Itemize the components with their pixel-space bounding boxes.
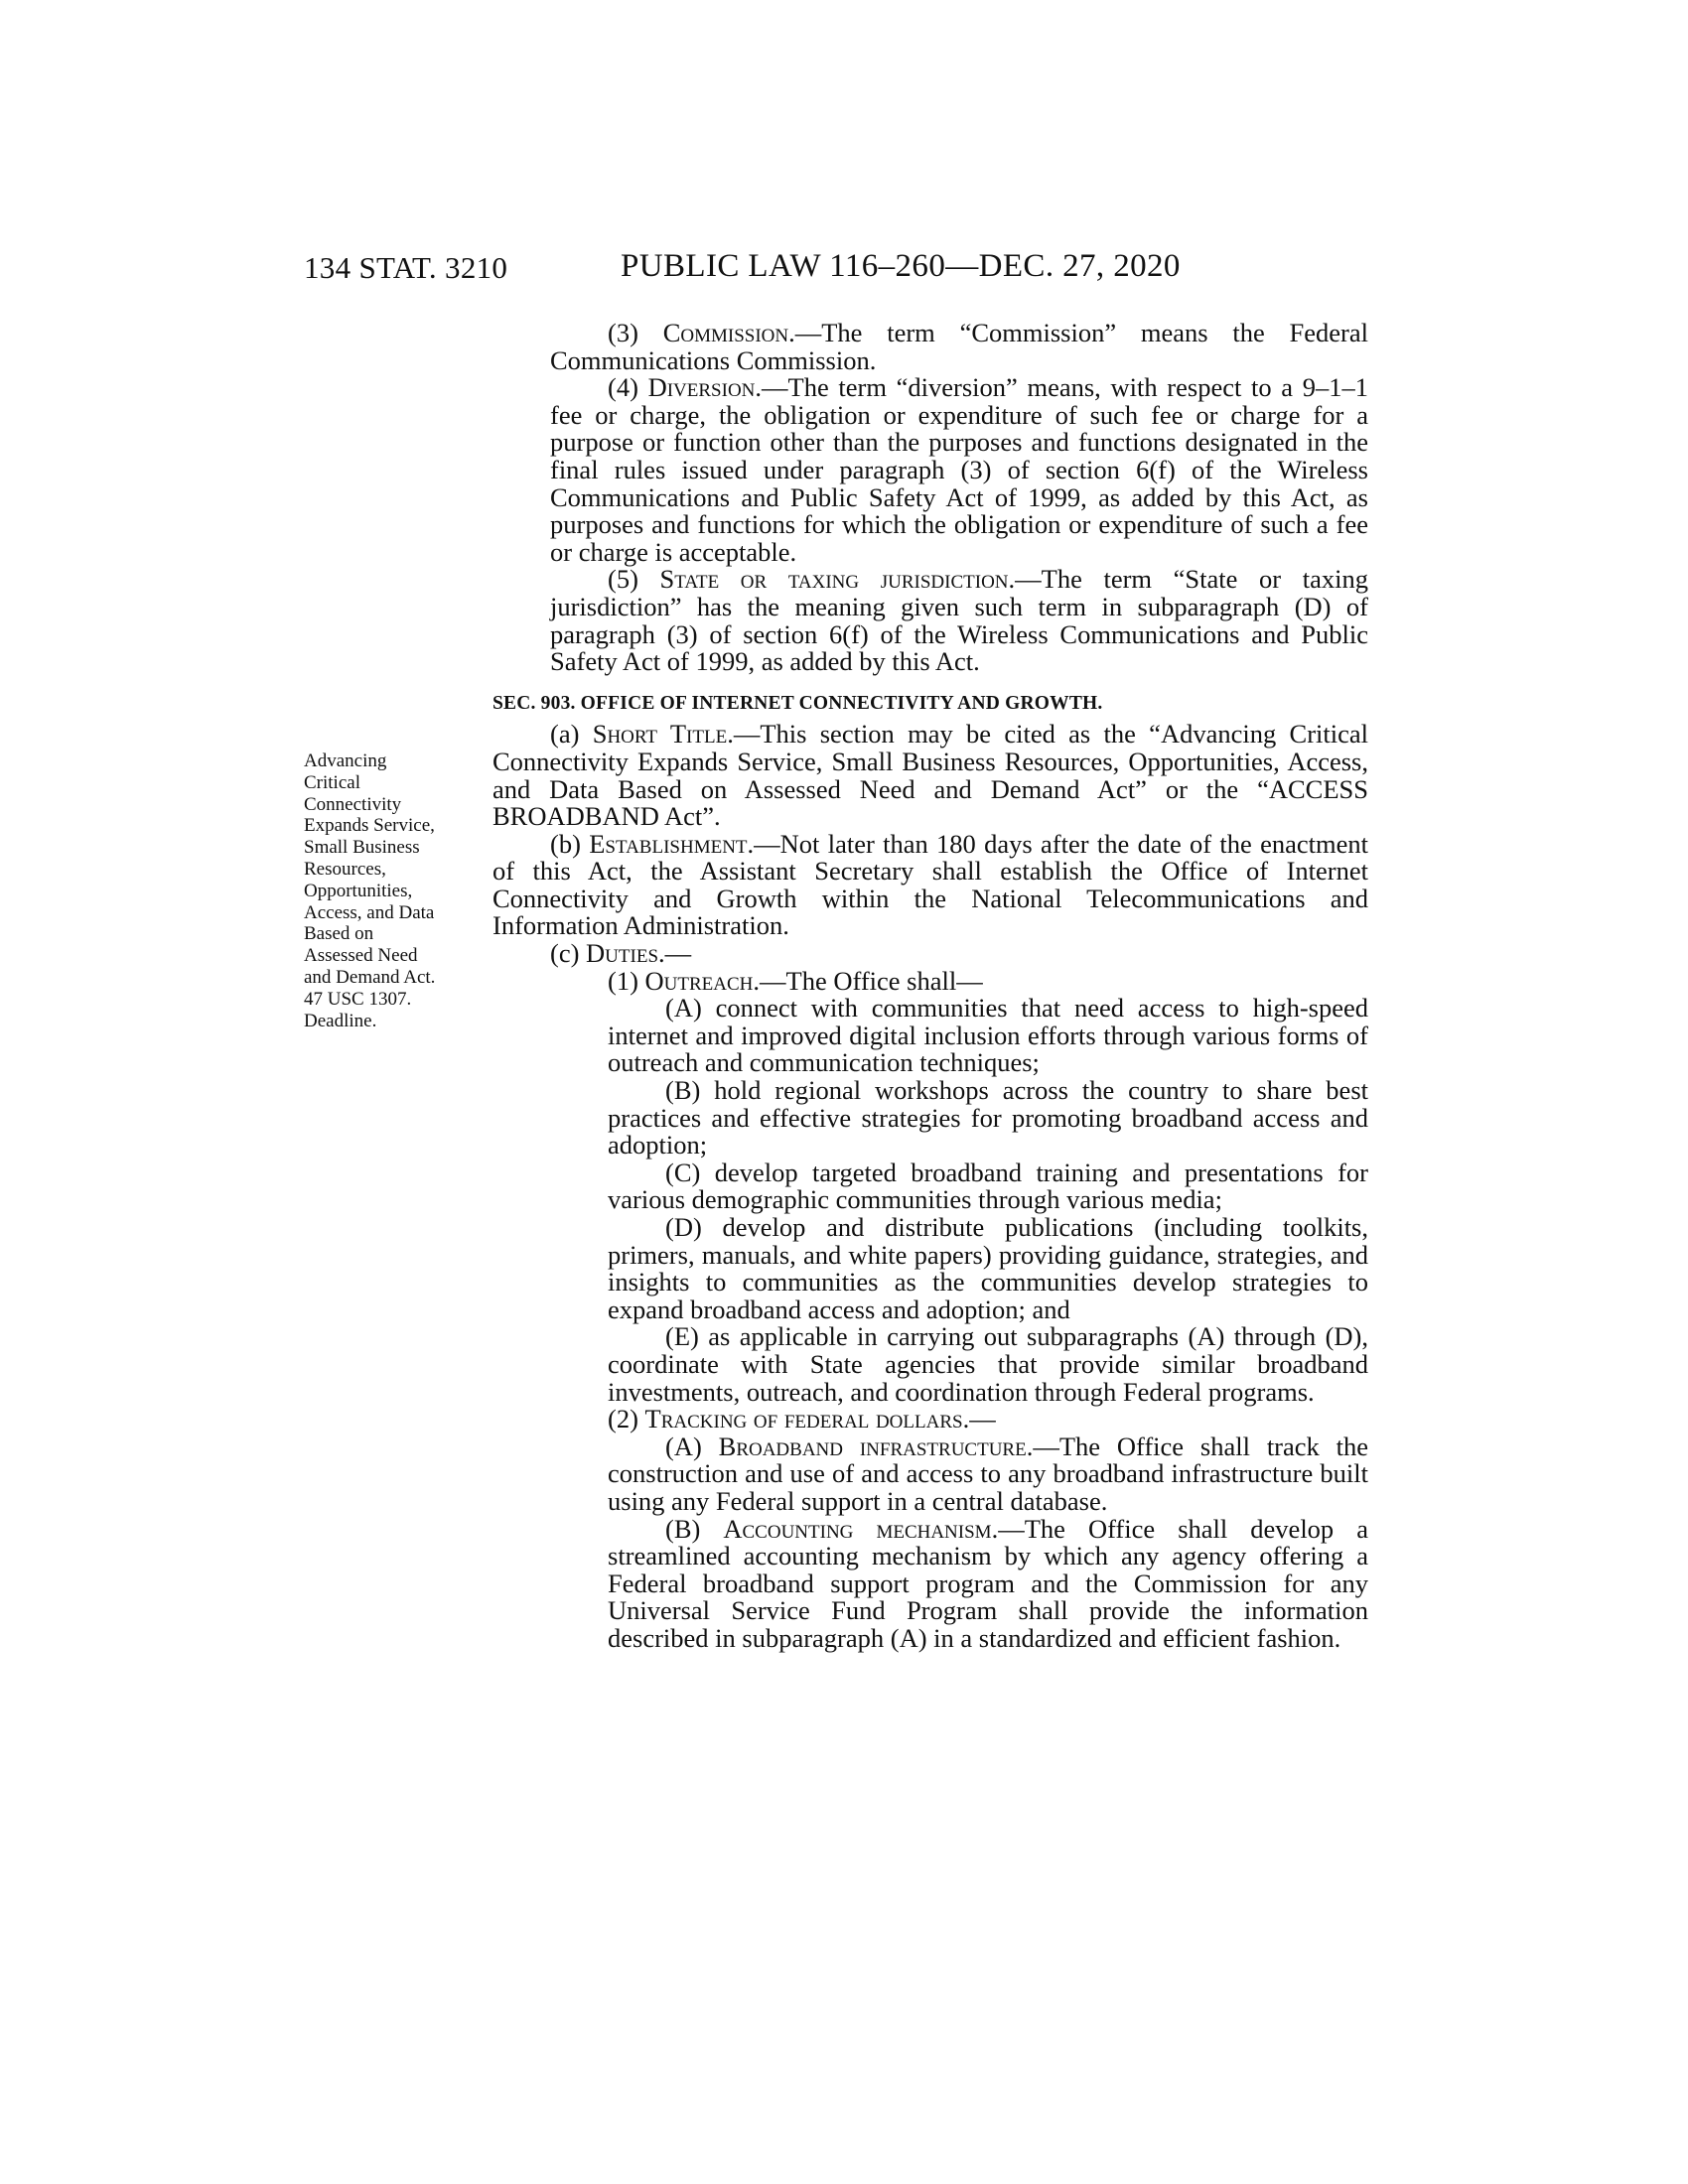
section-heading: SEC. 903. OFFICE OF INTERNET CONNECTIVITY AND GROWTH. bbox=[492, 692, 1103, 714]
margin-note-line: Resources, bbox=[304, 858, 386, 880]
margin-note-line: and Demand Act. bbox=[304, 966, 436, 988]
subparagraph-item: (C) develop targeted broadband training and presentations for various demographic communities through various media; bbox=[608, 1157, 1368, 1215]
subsection-text: .— bbox=[658, 938, 692, 969]
paragraph-c2 bbox=[492, 1406, 1368, 1433]
subsection-heading: Establishment bbox=[589, 828, 748, 859]
definition-state bbox=[492, 566, 1368, 675]
subparagraph-number: (A) bbox=[665, 1431, 719, 1461]
paragraph-text: .—The Office shall— bbox=[753, 965, 983, 996]
subsection-text: .—Not later than 180 days after the date of the enactment of this Act, the Assistant Secretary shall establish the Office of Internet Connectivity and Growth within the National Telecommunications and Information Administration. bbox=[492, 828, 1369, 941]
margin-note-line: Access, and Data bbox=[304, 901, 435, 923]
margin-note-line: Assessed Need bbox=[304, 945, 418, 967]
subsection-number: (a) bbox=[550, 719, 593, 750]
definition-number: (5) bbox=[608, 564, 660, 595]
margin-note-line: Opportunities, bbox=[304, 880, 413, 901]
paragraph-heading: Tracking of federal dollars bbox=[644, 1404, 963, 1434]
running-title: PUBLIC LAW 116–260—DEC. 27, 2020 bbox=[621, 248, 1181, 284]
margin-note-line: Connectivity bbox=[304, 793, 402, 815]
definition-diversion bbox=[492, 374, 1368, 566]
subparagraph-broadband-infrastructure bbox=[492, 1433, 1368, 1516]
margin-notes bbox=[304, 751, 479, 1031]
subparagraph-heading: Accounting mechanism bbox=[723, 1513, 992, 1544]
subparagraph-item: (A) connect with communities that need access to high-speed internet and improved digital inclusion efforts through various forms of outreach and communication techniques; bbox=[608, 993, 1368, 1078]
subparagraph-text: .—The Office shall track the construction and use of and access to any broadband infrastructure built using any Federal support in a central database. bbox=[608, 1431, 1369, 1516]
paragraph-text: .— bbox=[962, 1404, 996, 1434]
definition-text: .—The term “Commission” means the Federal Communications Commission. bbox=[550, 318, 1368, 375]
definition-number: (3) bbox=[608, 318, 663, 347]
margin-note-line: Based on bbox=[304, 923, 374, 945]
subsection-c bbox=[492, 940, 1368, 968]
subsection-heading: Duties bbox=[586, 938, 659, 969]
paragraph-number: (2) bbox=[608, 1404, 645, 1434]
definition-heading: Commission bbox=[662, 318, 789, 347]
paragraph-number: (1) bbox=[608, 965, 645, 996]
margin-note-line: Small Business bbox=[304, 837, 420, 859]
margin-note-line: Deadline. bbox=[304, 1010, 377, 1031]
subparagraph-item: (E) as applicable in carrying out subparagraphs (A) through (D), coordinate with State agencies that provide similar broadband investments, outreach, and coordination through Federal programs. bbox=[608, 1321, 1368, 1407]
subparagraph-heading: Broadband infrastructure bbox=[718, 1431, 1027, 1461]
subparagraph-item: (D) develop and distribute publications (including toolkits, primers, manuals, and white papers) providing guidance, strategies, and insights to communities as the communities develop strategies to expand broadband access and adoption; and bbox=[608, 1212, 1368, 1324]
margin-note-line: Advancing bbox=[304, 751, 387, 771]
subparagraph-text: .—The Office shall develop a streamlined accounting mechanism by which any agency offering a Federal broadband support program and the Commission for any Universal Service Fund Program shall provide the information described in subparagraph (A) in a standardized and efficient fashion. bbox=[608, 1513, 1368, 1653]
subsection-a bbox=[492, 721, 1368, 830]
subparagraph-number: (B) bbox=[665, 1513, 724, 1544]
subsection-b bbox=[492, 828, 1369, 941]
definition-heading: State or taxing jurisdiction bbox=[659, 564, 1009, 595]
margin-note-line: 47 USC 1307. bbox=[304, 988, 412, 1010]
definition-heading: Diversion bbox=[647, 372, 756, 403]
subsection-text: .—This section may be cited as the “Advancing Critical Connectivity Expands Service, Small Business Resources, Opportunities, Access, and Data Based on Assessed Need and Demand Act” or the “ACCESS BROADBAND Act”. bbox=[492, 719, 1368, 832]
subsection-number: (c) bbox=[550, 938, 587, 969]
definition-number: (4) bbox=[608, 372, 648, 403]
definition-text: .—The term “State or taxing jurisdiction” has the meaning given such term in subparagraph (D) of paragraph (3) of section 6(f) of the Wireless Communications and Public Safety Act of 1999, as added by this Act. bbox=[550, 564, 1368, 677]
margin-note-line: Critical bbox=[304, 771, 360, 793]
paragraph-heading: Outreach bbox=[644, 965, 754, 996]
main-text-column bbox=[492, 320, 1368, 1653]
margin-note-line: Expands Service, bbox=[304, 815, 435, 837]
paragraph-c1 bbox=[492, 965, 1368, 996]
subsection-number: (b) bbox=[550, 828, 590, 859]
stat-page-number: 134 STAT. 3210 bbox=[304, 250, 508, 285]
subparagraph-accounting-mechanism bbox=[492, 1513, 1368, 1653]
definition-text: .—The term “diversion” means, with respect to a 9–1–1 fee or charge, the obligation or expenditure of such fee or charge for a purpose or function other than the purposes and functions designated in the final rules issued under paragraph (3) of section 6(f) of the Wireless Communications and Public Safety Act of 1999, as added by this Act, as purposes and functions for which the obligation or expenditure of such a fee or charge is acceptable. bbox=[550, 372, 1368, 567]
subparagraph-item: (B) hold regional workshops across the country to share best practices and effective strategies for promoting broadband access and adoption; bbox=[608, 1075, 1368, 1160]
definition-commission bbox=[492, 320, 1368, 374]
subsection-heading: Short Title bbox=[592, 719, 728, 750]
